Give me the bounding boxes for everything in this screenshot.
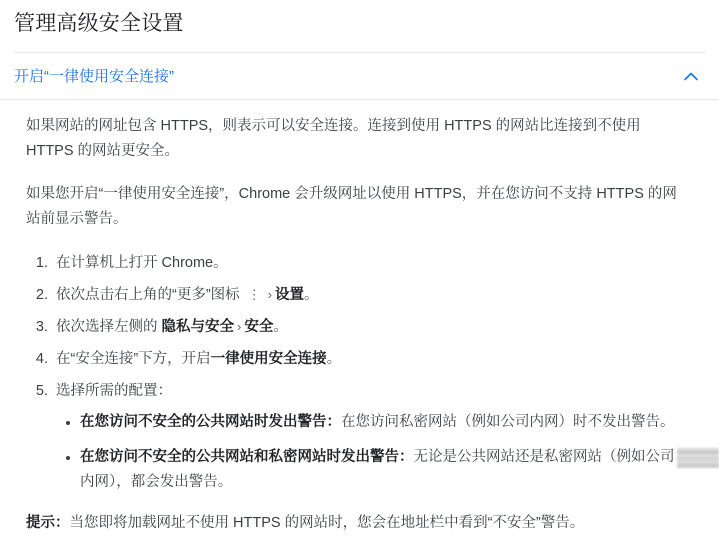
step-5-options-list: [56, 410, 685, 495]
steps-list: [26, 250, 685, 495]
option-public-label: 在您访问不安全的公共网站时发出警告：: [80, 414, 341, 430]
step-3-privacy-label: 隐私与安全: [161, 319, 235, 335]
step-3-text: 依次选择左侧的: [56, 319, 162, 335]
step-2-settings-label: 设置: [275, 287, 305, 303]
arrow-right-icon: ›: [267, 286, 273, 302]
step-4-toggle-label: 一律使用安全连接: [210, 351, 327, 367]
redacted-region: [677, 448, 719, 468]
step-2-suffix: 。: [304, 287, 319, 303]
tip-label: 提示：: [26, 515, 70, 531]
list-item: [52, 314, 685, 340]
step-2-text: 依次点击右上角的“更多”图标: [56, 287, 244, 303]
paragraph-https-explanation: 如果网站的网址包含 HTTPS，则表示可以安全连接。连接到使用 HTTPS 的网站比连接到不使用 HTTPS 的网站更安全。: [26, 118, 641, 159]
paragraph-feature-explanation: 如果您开启“一律使用安全连接”，Chrome 会升级网址以使用 HTTPS，并在您访问不支持 HTTPS 的网站前显示警告。: [26, 186, 677, 227]
list-item: [52, 282, 685, 308]
list-item: [66, 445, 685, 495]
list-item: [52, 250, 685, 276]
chevron-up-icon[interactable]: [681, 67, 701, 87]
option-public-and-private-label: 在您访问不安全的公共网站和私密网站时发出警告：: [80, 449, 414, 465]
step-5-text: 选择所需的配置：: [56, 383, 172, 399]
tip-note: [0, 505, 719, 536]
arrow-right-icon: ›: [237, 318, 242, 334]
step-3-security-label: 安全: [244, 319, 274, 335]
step-4-text: 在“安全连接”下方，开启: [56, 351, 211, 367]
list-item: [52, 378, 685, 495]
step-1-text: 在计算机上打开 Chrome。: [56, 255, 228, 271]
more-vertical-icon: ⋮: [247, 286, 261, 302]
option-public-and-private-description: 无论是公共网站还是私密网站（例如公司内网），都会发出警告。: [80, 449, 675, 490]
section-content: [0, 100, 719, 495]
section-header-label: 开启“一律使用安全连接”: [14, 68, 174, 85]
step-4-suffix: 。: [326, 351, 342, 367]
list-item: [52, 346, 685, 372]
tip-text: 当您即将加载网址不使用 HTTPS 的网站时，您会在地址栏中看到“不安全”警告。: [69, 515, 585, 531]
list-item: [66, 410, 685, 435]
step-3-suffix: 。: [273, 319, 288, 335]
page-title: 管理高级安全设置: [14, 12, 184, 35]
section-header-always-use-secure-connections[interactable]: [0, 53, 719, 99]
option-public-description: 在您访问私密网站（例如公司内网）时不发出警告。: [341, 414, 675, 430]
